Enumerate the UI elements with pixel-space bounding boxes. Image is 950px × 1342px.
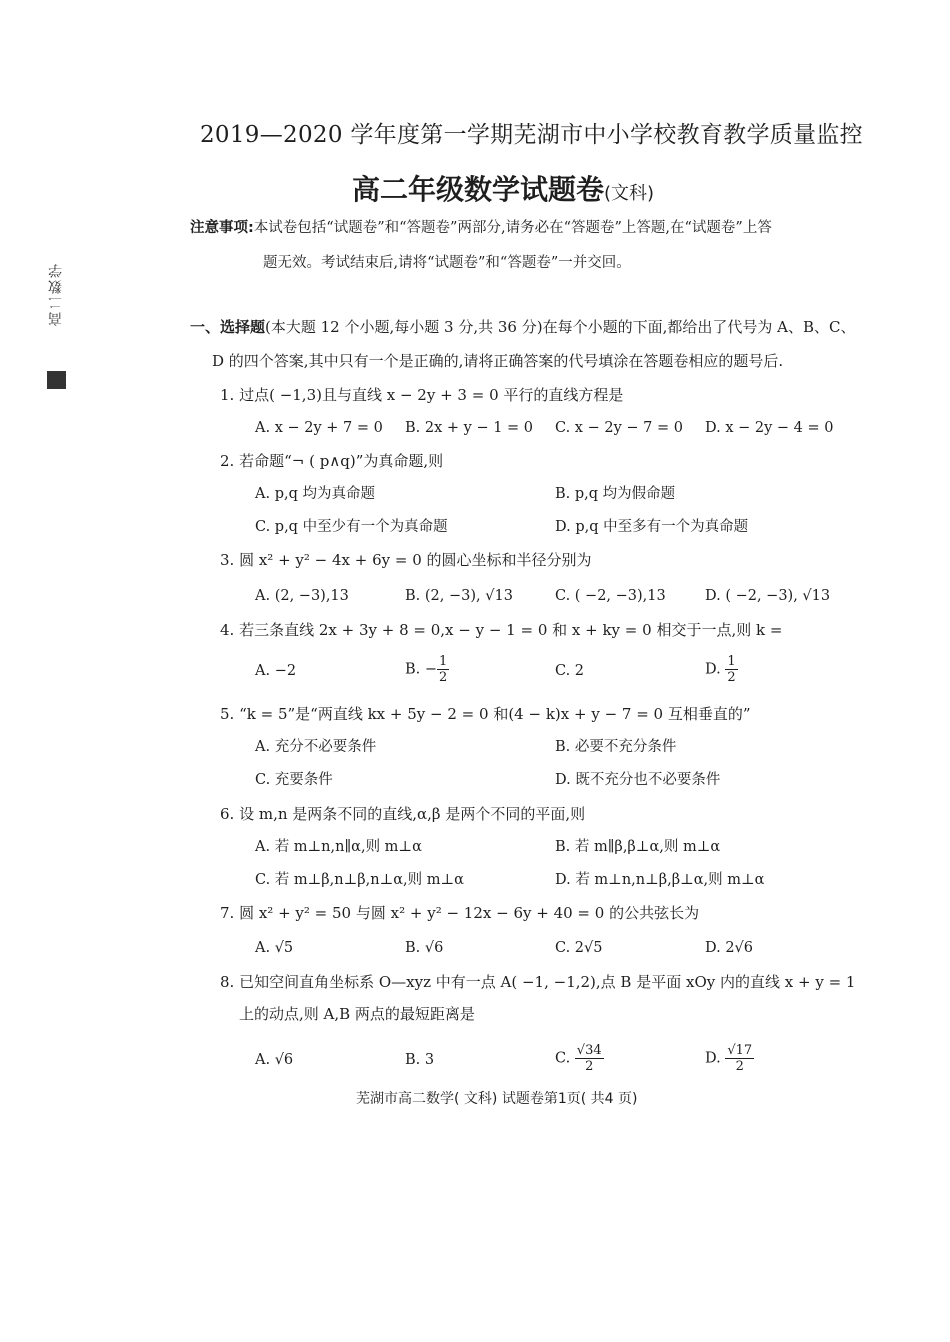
question-6-option-a: A. 若 m⊥n,n∥α,则 m⊥α xyxy=(255,839,422,855)
question-3-option-c: C. ( −2, −3),13 xyxy=(555,588,666,604)
title-sub: (文科) xyxy=(604,183,655,204)
question-4-stem: 4. 若三条直线 2x + 3y + 8 = 0,x − y − 1 = 0 和 x + ky = 0 相交于一点,则 k = xyxy=(220,621,783,639)
question-5-option-a: A. 充分不必要条件 xyxy=(255,739,377,755)
fraction-numerator: √34 xyxy=(576,1043,602,1058)
fraction-numerator: 1 xyxy=(439,654,448,669)
exam-header: 2019—2020 学年度第一学期芜湖市中小学校教育教学质量监控 xyxy=(200,122,863,148)
question-8-option-c-label: C. xyxy=(555,1050,575,1067)
question-4-option-d-fraction xyxy=(725,654,737,685)
question-1-option-d: D. x − 2y − 4 = 0 xyxy=(705,420,834,436)
question-2-option-c: C. p,q 中至少有一个为真命题 xyxy=(255,519,448,535)
question-2-option-b: B. p,q 均为假命题 xyxy=(555,486,676,502)
question-3-option-d: D. ( −2, −3), √13 xyxy=(705,588,831,604)
question-7-stem: 7. 圆 x² + y² = 50 与圆 x² + y² − 12x − 6y + 40 = 0 的公共弦长为 xyxy=(220,904,700,922)
fraction-denominator: 2 xyxy=(727,670,736,685)
question-5-option-d: D. 既不充分也不必要条件 xyxy=(555,772,721,788)
side-marker-block xyxy=(47,371,66,389)
question-7-option-d: D. 2√6 xyxy=(705,940,754,956)
question-8-option-a: A. √6 xyxy=(255,1052,294,1068)
fraction-numerator: 1 xyxy=(727,654,736,669)
question-2-option-a: A. p,q 均为真命题 xyxy=(255,486,375,502)
section-text-1: (本大题 12 个小题,每小题 3 分,共 36 分)在每个小题的下面,都给出了代号为 A、B、C、 xyxy=(265,318,856,336)
notice-text-1: 本试卷包括“试题卷”和“答题卷”两部分,请务必在“答题卷”上答题,在“试题卷”上答 xyxy=(253,220,772,236)
question-3-stem: 3. 圆 x² + y² − 4x + 6y = 0 的圆心坐标和半径分别为 xyxy=(220,551,592,569)
question-7-option-a: A. √5 xyxy=(255,940,294,956)
question-8-option-d xyxy=(705,1043,754,1074)
question-6-option-d: D. 若 m⊥n,n⊥β,β⊥α,则 m⊥α xyxy=(555,872,765,888)
question-7-option-b: B. √6 xyxy=(405,940,444,956)
question-4-option-b xyxy=(405,654,449,685)
page-footer: 芜湖市高二数学( 文科) 试题卷第1页( 共4 页) xyxy=(356,1091,638,1107)
question-8-option-c-fraction xyxy=(575,1043,604,1074)
notice-label: 注意事项: xyxy=(190,220,254,236)
fraction-denominator: 2 xyxy=(439,670,448,685)
page-title xyxy=(352,168,654,208)
question-6-option-b: B. 若 m∥β,β⊥α,则 m⊥α xyxy=(555,839,721,855)
section-line-1 xyxy=(190,317,855,337)
title-main: 高二年级数学试题卷 xyxy=(352,173,605,206)
side-subject-label: 高二数学 xyxy=(48,262,64,326)
question-1-option-a: A. x − 2y + 7 = 0 xyxy=(255,420,383,436)
question-2-option-d: D. p,q 中至多有一个为真命题 xyxy=(555,519,749,535)
question-4-option-d xyxy=(705,654,738,685)
question-4-option-a: A. −2 xyxy=(255,663,297,679)
question-5-stem: 5. “k = 5”是“两直线 kx + 5y − 2 = 0 和(4 − k)x + y − 7 = 0 互相垂直的” xyxy=(220,705,751,723)
question-1-option-b: B. 2x + y − 1 = 0 xyxy=(405,420,534,436)
question-6-stem: 6. 设 m,n 是两条不同的直线,α,β 是两个不同的平面,则 xyxy=(220,805,586,823)
question-8-option-d-fraction xyxy=(725,1043,754,1074)
question-1-option-c: C. x − 2y − 7 = 0 xyxy=(555,420,683,436)
notice-line-2: 题无效。考试结束后,请将“试题卷”和“答题卷”一并交回。 xyxy=(263,255,631,271)
question-3-option-b: B. (2, −3), √13 xyxy=(405,588,513,604)
question-4-option-c: C. 2 xyxy=(555,663,585,679)
question-3-option-a: A. (2, −3),13 xyxy=(255,588,349,604)
question-8-option-b: B. 3 xyxy=(405,1052,435,1068)
fraction-denominator: 2 xyxy=(585,1059,594,1074)
question-5-option-b: B. 必要不充分条件 xyxy=(555,739,677,755)
section-line-2: D 的四个答案,其中只有一个是正确的,请将正确答案的代号填涂在答题卷相应的题号后. xyxy=(212,352,784,370)
notice-line-1 xyxy=(190,218,890,238)
question-7-option-c: C. 2√5 xyxy=(555,940,603,956)
fraction-numerator: √17 xyxy=(727,1043,753,1058)
question-1-stem: 1. 过点( −1,3)且与直线 x − 2y + 3 = 0 平行的直线方程是 xyxy=(220,386,624,404)
question-4-option-b-label: B. − xyxy=(405,661,438,678)
question-8-stem: 8. 已知空间直角坐标系 O—xyz 中有一点 A( −1, −1,2),点 B 是平面 xOy 内的直线 x + y = 1 xyxy=(220,973,856,991)
question-4-option-b-fraction xyxy=(437,654,449,685)
section-label: 一、选择题 xyxy=(190,318,266,336)
question-8-option-d-label: D. xyxy=(705,1050,726,1067)
question-2-stem: 2. 若命题“¬ ( p∧q)”为真命题,则 xyxy=(220,452,444,470)
question-8-option-c xyxy=(555,1043,604,1074)
question-6-option-c: C. 若 m⊥β,n⊥β,n⊥α,则 m⊥α xyxy=(255,872,464,888)
question-8-stem-continued: 上的动点,则 A,B 两点的最短距离是 xyxy=(239,1005,475,1023)
question-4-option-d-label: D. xyxy=(705,661,726,678)
fraction-denominator: 2 xyxy=(735,1059,744,1074)
question-5-option-c: C. 充要条件 xyxy=(255,772,333,788)
